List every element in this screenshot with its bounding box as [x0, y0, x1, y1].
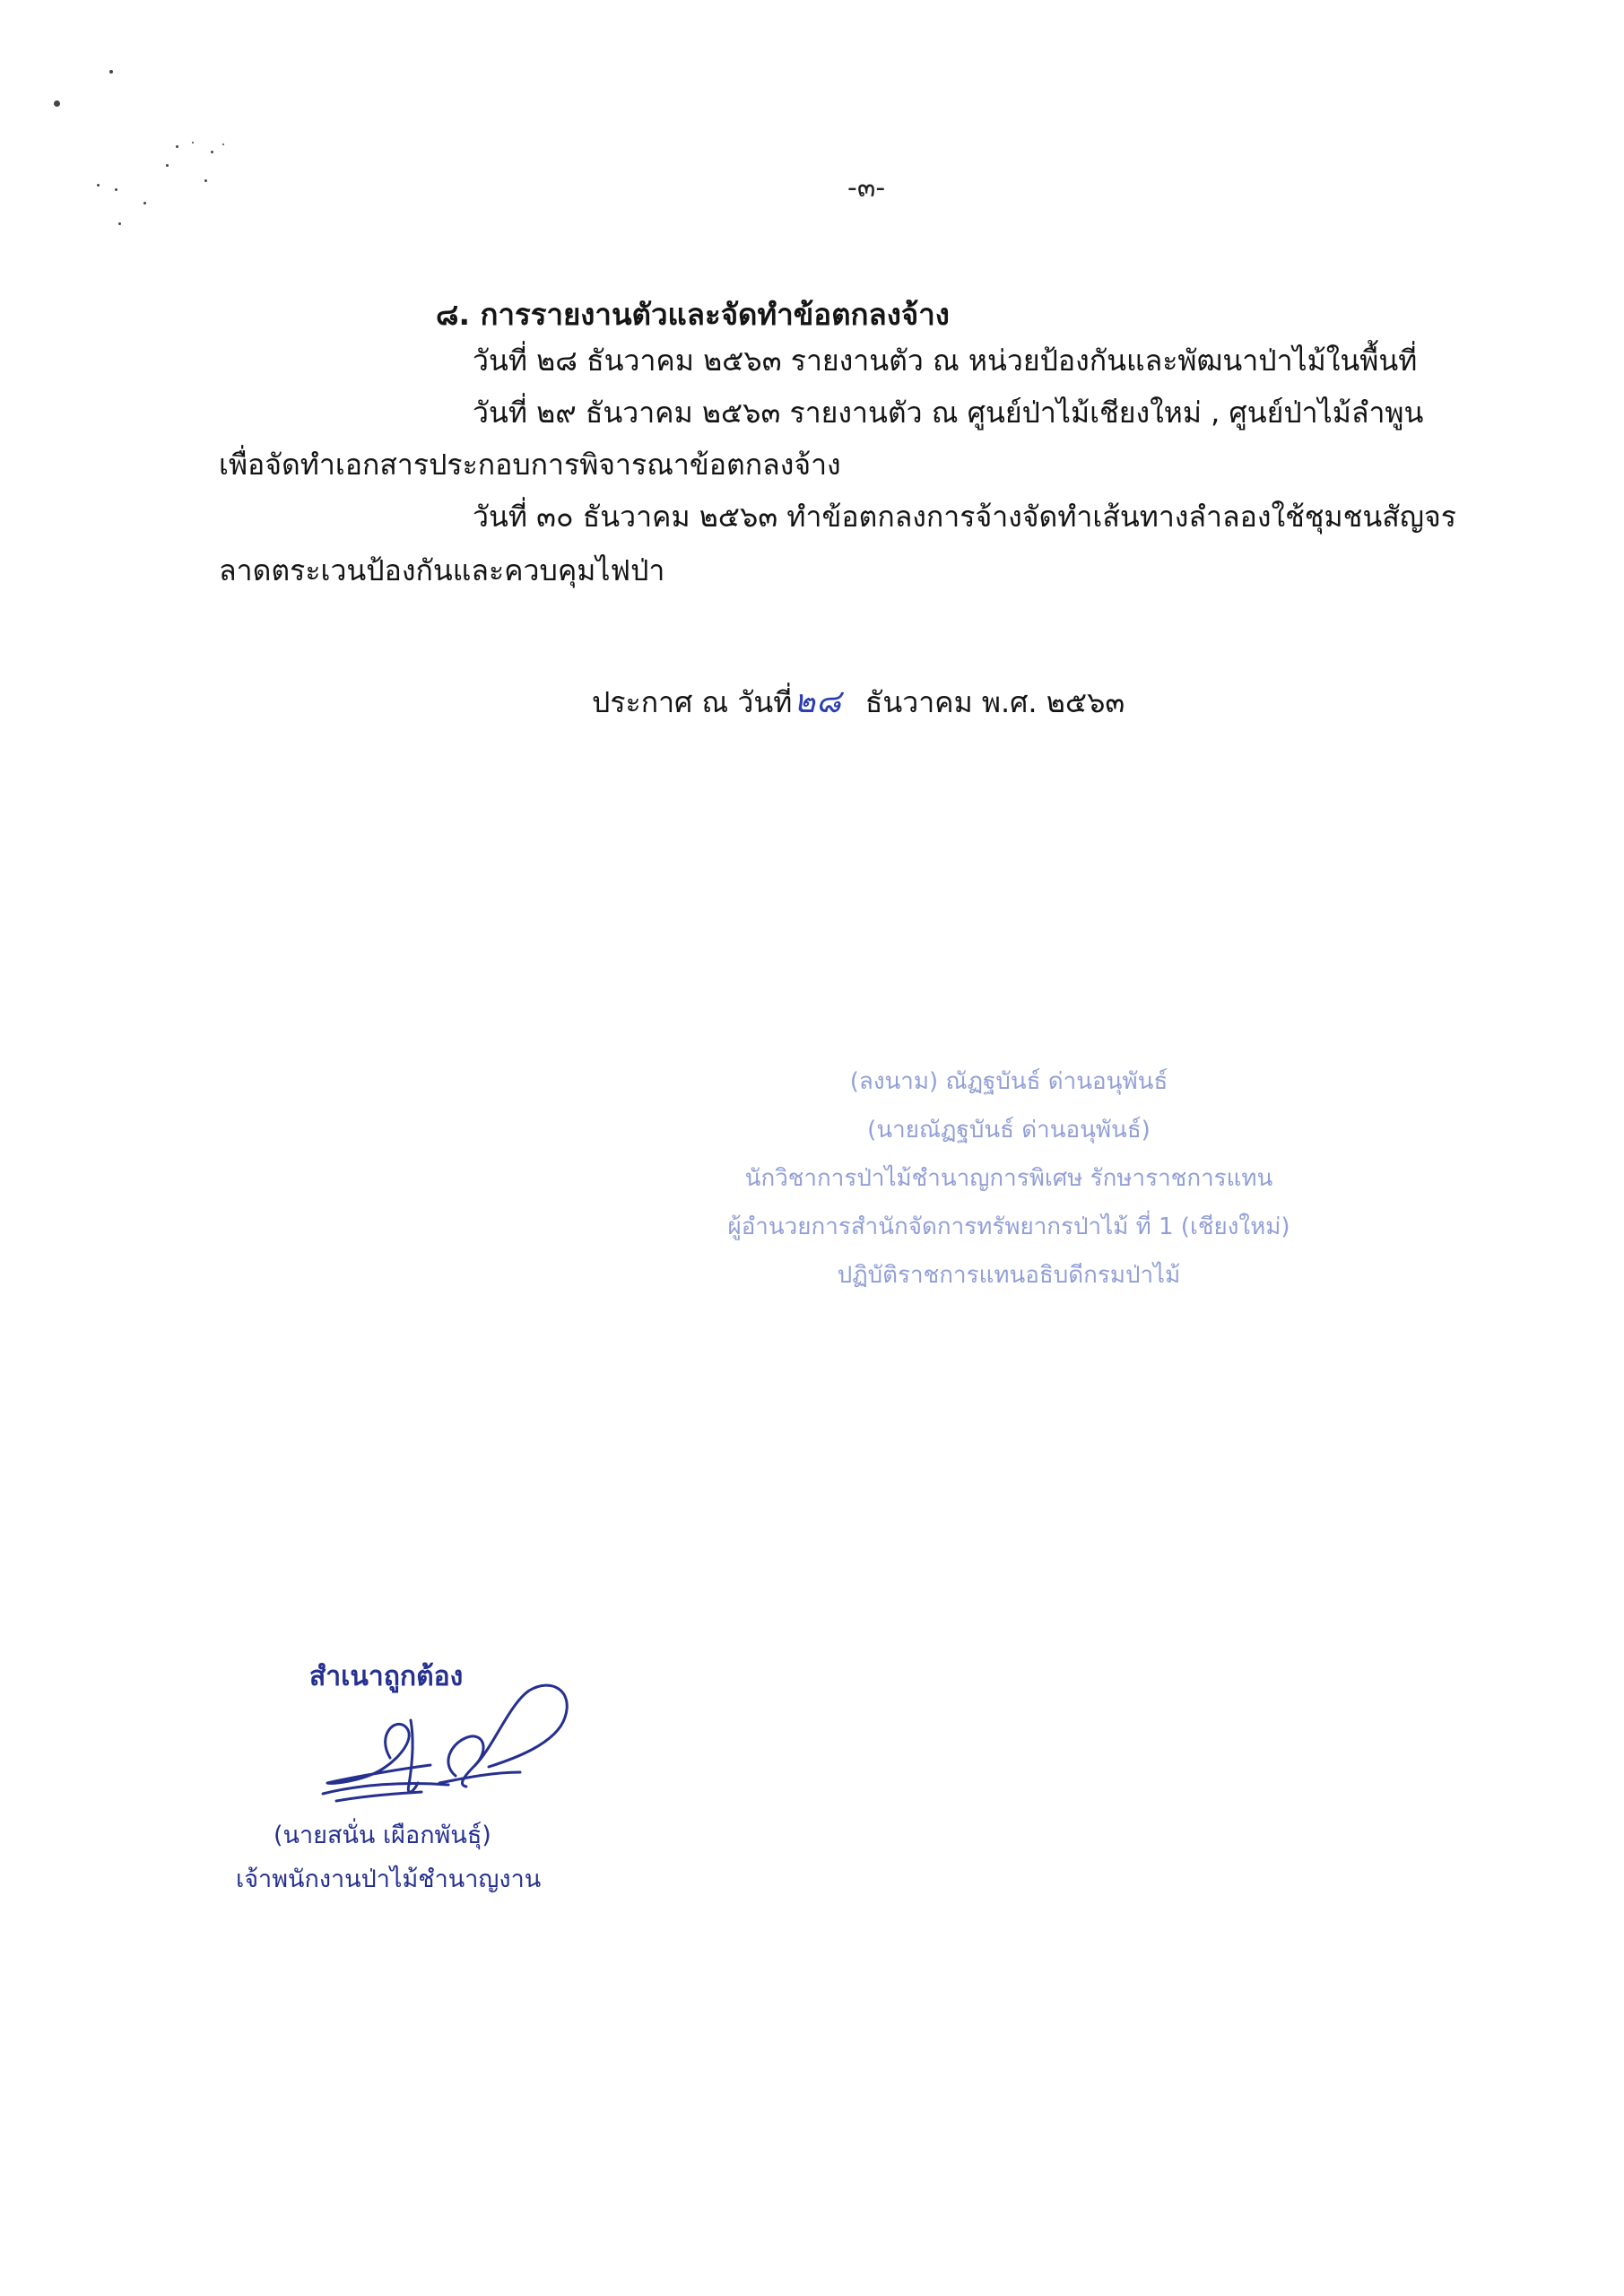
certifier-position: เจ้าพนักงานป่าไม้ชำนาญงาน	[236, 1866, 542, 1893]
scan-speck	[204, 179, 207, 182]
section-heading: ๘. การรายงานตัวและจัดทำข้อตกลงจ้าง	[436, 297, 950, 332]
paragraph-line: ลาดตระเวนป้องกันและควบคุมไฟป่า	[219, 553, 665, 587]
handwritten-day: ๒๘	[794, 683, 842, 720]
scan-speck	[176, 145, 178, 148]
stamp-office-line: ผู้อำนวยการสำนักจัดการทรัพยากรป่าไม้ ที่ 1 (เชียงใหม่)	[727, 1213, 1290, 1240]
stamp-acting-line: ปฏิบัติราชการแทนอธิบดีกรมป่าไม้	[837, 1262, 1181, 1289]
scan-speck	[115, 188, 117, 191]
certified-copy-title: สำเนาถูกต้อง	[309, 1661, 464, 1692]
signature-stamp	[717, 1054, 1300, 1296]
scan-speck	[166, 164, 169, 167]
scan-speck	[109, 70, 113, 74]
page-number: -๓-	[847, 172, 886, 204]
scan-speck	[97, 184, 100, 187]
paragraph-line: วันที่ ๓๐ ธันวาคม ๒๕๖๓ ทำข้อตกลงการจ้างจัดทำเส้นทางลำลองใช้ชุมชนสัญจร	[473, 500, 1456, 534]
paragraph-line: วันที่ ๒๘ ธันวาคม ๒๕๖๓ รายงานตัว ณ หน่วยป้องกันและพัฒนาป่าไม้ในพื้นที่	[473, 344, 1418, 378]
announcement-line	[592, 675, 1125, 726]
scan-speck	[192, 142, 194, 144]
announcement-suffix: ธันวาคม พ.ศ. ๒๕๖๓	[864, 685, 1125, 719]
stamp-name-line: (นายณัฏฐบันธ์ ด่านอนุพันธ์)	[867, 1117, 1151, 1144]
paragraph-line: วันที่ ๒๙ ธันวาคม ๒๕๖๓ รายงานตัว ณ ศูนย์ป่าไม้เชียงใหม่ , ศูนย์ป่าไม้ลำพูน	[473, 396, 1424, 430]
handwritten-signature	[305, 1650, 592, 1812]
scan-speck	[222, 144, 224, 145]
announcement-prefix: ประกาศ ณ วันที่	[592, 685, 793, 719]
scan-speck	[143, 202, 146, 204]
scan-speck	[211, 151, 213, 153]
scan-speck	[118, 222, 121, 225]
stamp-signed-line: (ลงนาม) ณัฏฐบันธ์ ด่านอนุพันธ์	[849, 1068, 1168, 1095]
certifier-name: (นายสนั่น เผือกพันธุ์)	[274, 1822, 491, 1849]
paragraph-line: เพื่อจัดทำเอกสารประกอบการพิจารณาข้อตกลงจ้าง	[219, 448, 841, 482]
stamp-position-line: นักวิชาการป่าไม้ชำนาญการพิเศษ รักษาราชการแทน	[744, 1165, 1273, 1192]
scan-speck	[54, 100, 60, 107]
